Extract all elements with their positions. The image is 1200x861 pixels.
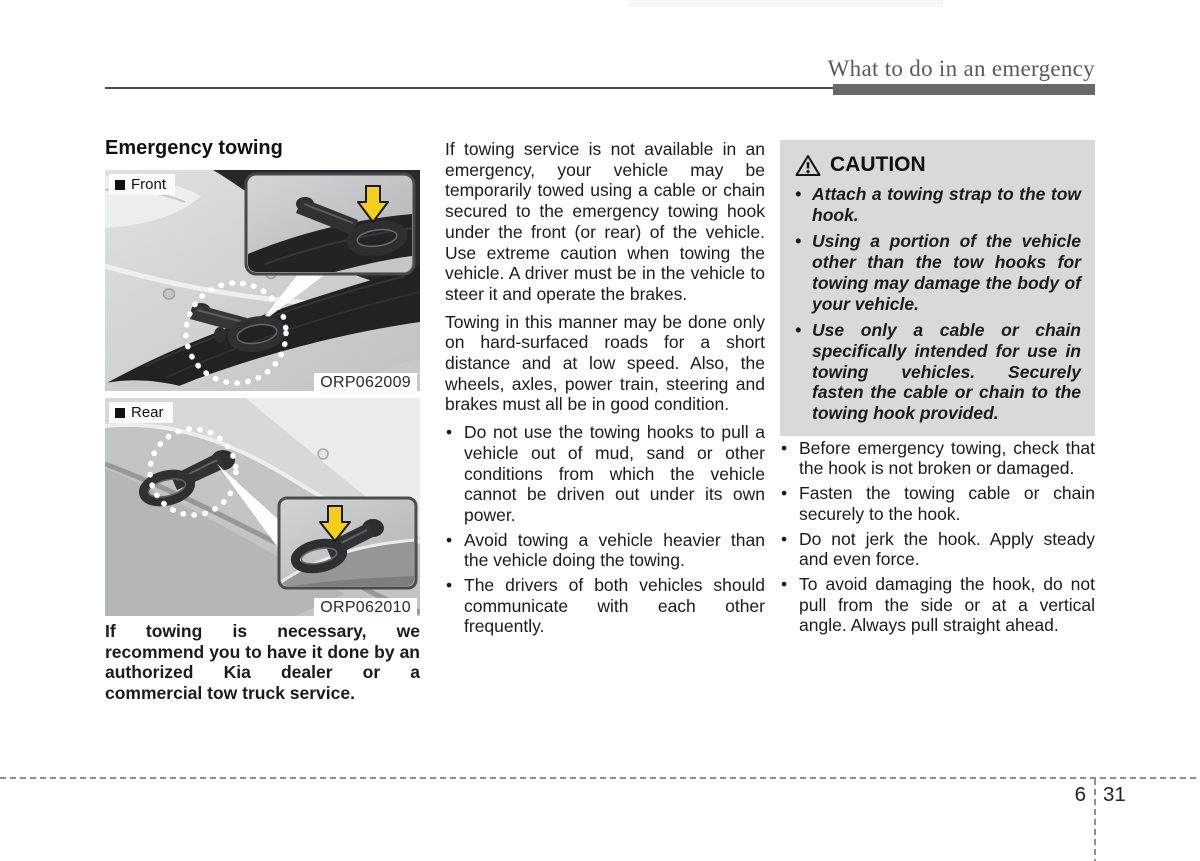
footer-dashed-line bbox=[0, 777, 1200, 779]
figure-code: ORP062009 bbox=[314, 373, 417, 393]
bullet-item: • Fasten the towing cable or chain securely to the hook. bbox=[780, 483, 1095, 524]
rear-tow-hook-illustration bbox=[105, 398, 420, 616]
paragraph-group bbox=[445, 139, 765, 415]
left-column bbox=[105, 136, 420, 711]
caution-item: • Use only a cable or chain specifically intended for use in towing vehicles. Securely fasten the cable or chain to the towing hook provided. bbox=[794, 320, 1081, 424]
caution-item: • Attach a towing strap to the tow hook. bbox=[794, 184, 1081, 225]
bullet-item: • The drivers of both vehicles should communicate with each other frequently. bbox=[445, 575, 765, 637]
chapter-header-title: What to do in an emergency bbox=[827, 56, 1095, 81]
square-marker-icon bbox=[115, 408, 125, 418]
caution-item: • Using a portion of the vehicle other than the tow hooks for towing may damage the body of your vehicle. bbox=[794, 231, 1081, 314]
towing-recommendation-note: If towing is necessary, we recommend you to have it done by an authorized Kia dealer or a commercial tow truck service. bbox=[105, 621, 420, 704]
bullet-item: • Do not use the towing hooks to pull a vehicle out of mud, sand or other conditions from which the vehicle cannot be driven out under its own power. bbox=[445, 422, 765, 526]
footer-dashed-divider bbox=[1094, 779, 1096, 861]
figure-code: ORP062010 bbox=[314, 598, 417, 618]
paragraph: Towing in this manner may be done only on hard-surfaced roads for a short distance and at low speed. Also, the wheels, axles, power train, steering and brakes must all be in good condition. bbox=[445, 311, 765, 415]
towing-guidelines-list bbox=[445, 422, 765, 637]
figure-rear-tow-hook bbox=[105, 398, 420, 621]
hook-guidelines-list bbox=[780, 438, 1095, 636]
front-tow-hook-illustration bbox=[105, 170, 420, 391]
paragraph: If towing service is not available in an emergency, your vehicle may be temporarily towed using a cable or chain secured to the emergency towing hook under the front (or rear) of the vehicle. Use extreme caution when towing the vehicle. A driver must be in the vehicle to steer it and operate the brakes. bbox=[445, 139, 765, 304]
bullet-item: • Avoid towing a vehicle heavier than the vehicle doing the towing. bbox=[445, 530, 765, 571]
middle-column bbox=[445, 139, 765, 641]
page-top-strip bbox=[628, 0, 943, 7]
figure-front-tow-hook bbox=[105, 170, 420, 396]
caution-list bbox=[794, 184, 1081, 424]
chapter-number: 6 bbox=[1074, 783, 1086, 806]
page-number: 31 bbox=[1103, 783, 1126, 806]
header-rule-thick bbox=[833, 84, 1095, 95]
figure-position-label: Front bbox=[109, 174, 175, 195]
figure-position-label: Rear bbox=[109, 402, 173, 423]
right-column bbox=[780, 140, 1095, 640]
bullet-item: • Do not jerk the hook. Apply steady and even force. bbox=[780, 529, 1095, 570]
warning-triangle-icon bbox=[795, 154, 821, 177]
bullet-item: • Before emergency towing, check that the hook is not broken or damaged. bbox=[780, 438, 1095, 479]
bullet-item: • To avoid damaging the hook, do not pull from the side or at a vertical angle. Always pull straight ahead. bbox=[780, 574, 1095, 636]
section-heading: Emergency towing bbox=[105, 137, 283, 159]
square-marker-icon bbox=[115, 180, 125, 190]
caution-title: CAUTION bbox=[795, 153, 1081, 177]
caution-box bbox=[780, 140, 1095, 436]
